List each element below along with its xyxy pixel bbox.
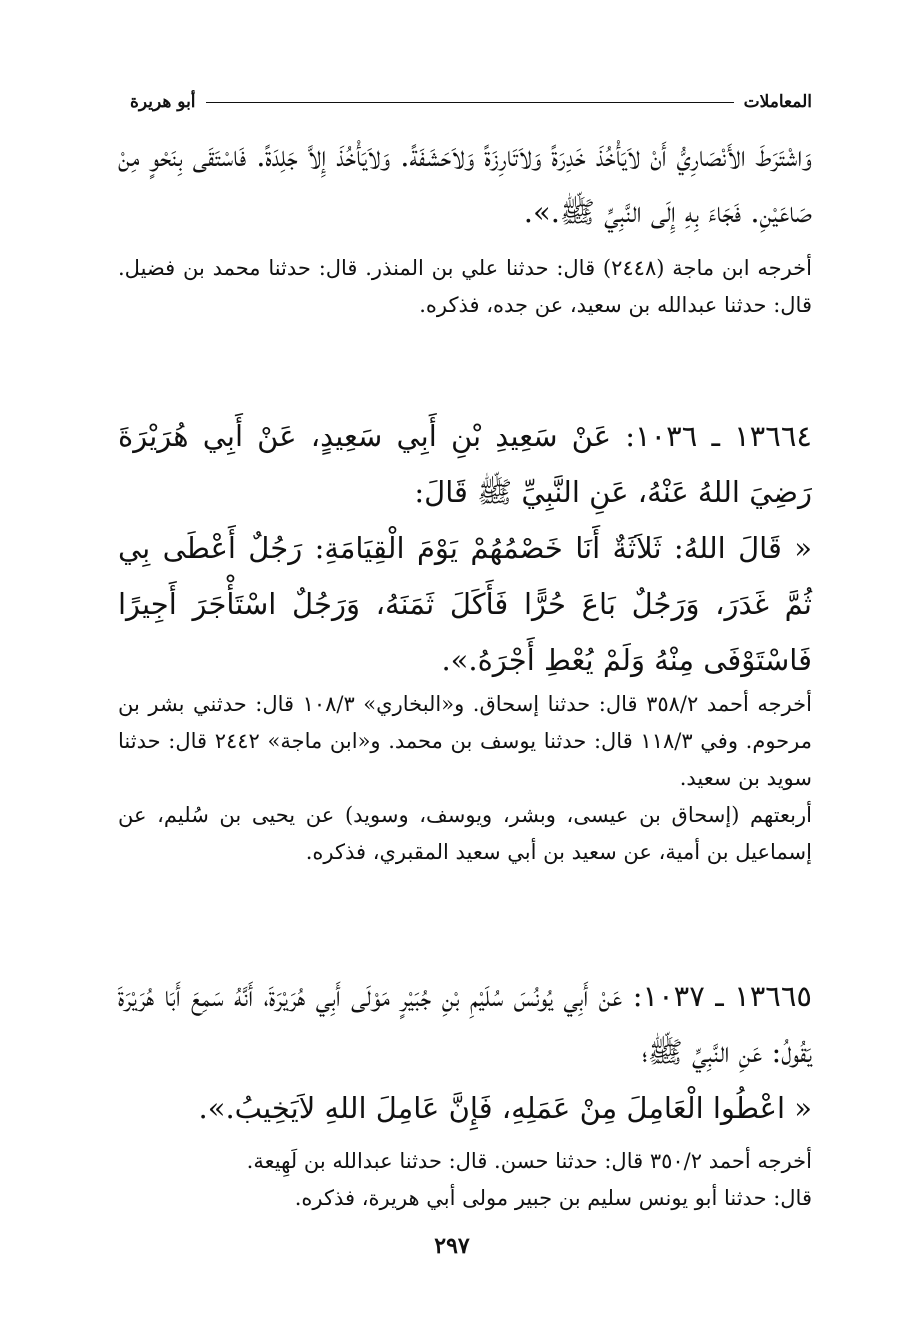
- takhrij-13665-source: أخرجه أحمد ٣٥٠/٢ قال: حدثنا حسن. قال: حدثنا عبدالله بن لَهِيعة.: [246, 1149, 812, 1173]
- hadith-continuation-text: وَاشْتَرَطَ الأَنْصَارِيُّ أَنْ لاَيَأْخُذَ خَدِرَةً وَلاَتَارِزَةً وَلاَحَشَفَةً. وَلاَيَأْخُذَ إِلاَّ جَلِدَةً. فَاسْتَقَى بِنَحْوٍ مِنْ صَاعَيْنِ. فَجَاءَ بِهِ إِلَى النَّبِيِّ ﷺ.».: [118, 139, 812, 229]
- header-narrator-title: أبو هريرة: [130, 92, 196, 112]
- header-chapter-title: المعاملات: [743, 92, 812, 112]
- hadith-13664: [118, 408, 812, 688]
- hadith-13664-text: « قَالَ اللهُ: ثَلاَثَةٌ أَنَا خَصْمُهُمْ يَوْمَ الْقِيَامَةِ: رَجُلٌ أَعْطَى بِي ثُمَّ غَدَرَ، وَرَجُلٌ بَاعَ حُرًّا فَأَكَلَ ثَمَنَهُ، وَرَجُلٌ اسْتَأْجَرَ أَجِيرًا فَاسْتَوْفَى مِنْهُ وَلَمْ يُعْطِ أَجْرَهُ.».: [118, 531, 812, 677]
- takhrij-continuation-text: أخرجه ابن ماجة (٢٤٤٨) قال: حدثنا علي بن المنذر. قال: حدثنا محمد بن فضيل. قال: حدثنا عبدالله بن سعيد، عن جده، فذكره.: [118, 256, 812, 317]
- takhrij-13665: [118, 1143, 812, 1217]
- takhrij-13665-chain: قال: حدثنا أبو يونس سليم بن جبير مولى أبي هريرة، فذكره.: [294, 1186, 812, 1210]
- takhrij-continuation: [118, 250, 812, 324]
- hadith-13664-intro: ١٣٦٦٤ ـ ١٠٣٦: عَنْ سَعِيدِ بْنِ أَبِي سَعِيدٍ، عَنْ أَبِي هُرَيْرَةَ رَضِيَ اللهُ عَنْهُ، عَنِ النَّبِيِّ ﷺ قَالَ:: [118, 419, 812, 509]
- running-header: [130, 88, 812, 116]
- hadith-13665-intro: ١٣٦٦٥ ـ ١٠٣٧: عَنْ أَبِي يُونُسَ سُلَيْمِ بْنِ جُبَيْرٍ مَوْلَى أَبِي هُرَيْرَةَ، أَنَّهُ سَمِعَ أَبَا هُرَيْرَةَ يَقُولُ: عَنِ النَّبِيِّ ﷺ؛: [118, 979, 813, 1069]
- takhrij-13664: [118, 686, 812, 871]
- takhrij-13664-sources: أخرجه أحمد ٣٥٨/٢ قال: حدثنا إسحاق. و«البخاري» ١٠٨/٣ قال: حدثني بشر بن مرحوم. وفي ١١٨/٣ قال: حدثنا يوسف بن محمد. و«ابن ماجة» ٢٤٤٢ قال: حدثنا سويد بن سعيد.: [118, 692, 812, 790]
- hadith-13665-text: « اعْطُوا الْعَامِلَ مِنْ عَمَلِهِ، فَإِنَّ عَامِلَ اللهِ لاَيَخِيبُ.».: [198, 1091, 812, 1125]
- header-rule: [206, 102, 734, 103]
- takhrij-13664-chain: أربعتهم (إسحاق بن عيسى، وبشر، ويوسف، وسويد) عن يحيى بن سُليم، عن إسماعيل بن أمية، عن سعيد بن أبي سعيد المقبري، فذكره.: [118, 803, 812, 864]
- page-number: ٢٩٧: [434, 1233, 470, 1259]
- hadith-13665: [118, 968, 812, 1136]
- hadith-continuation: [118, 128, 812, 240]
